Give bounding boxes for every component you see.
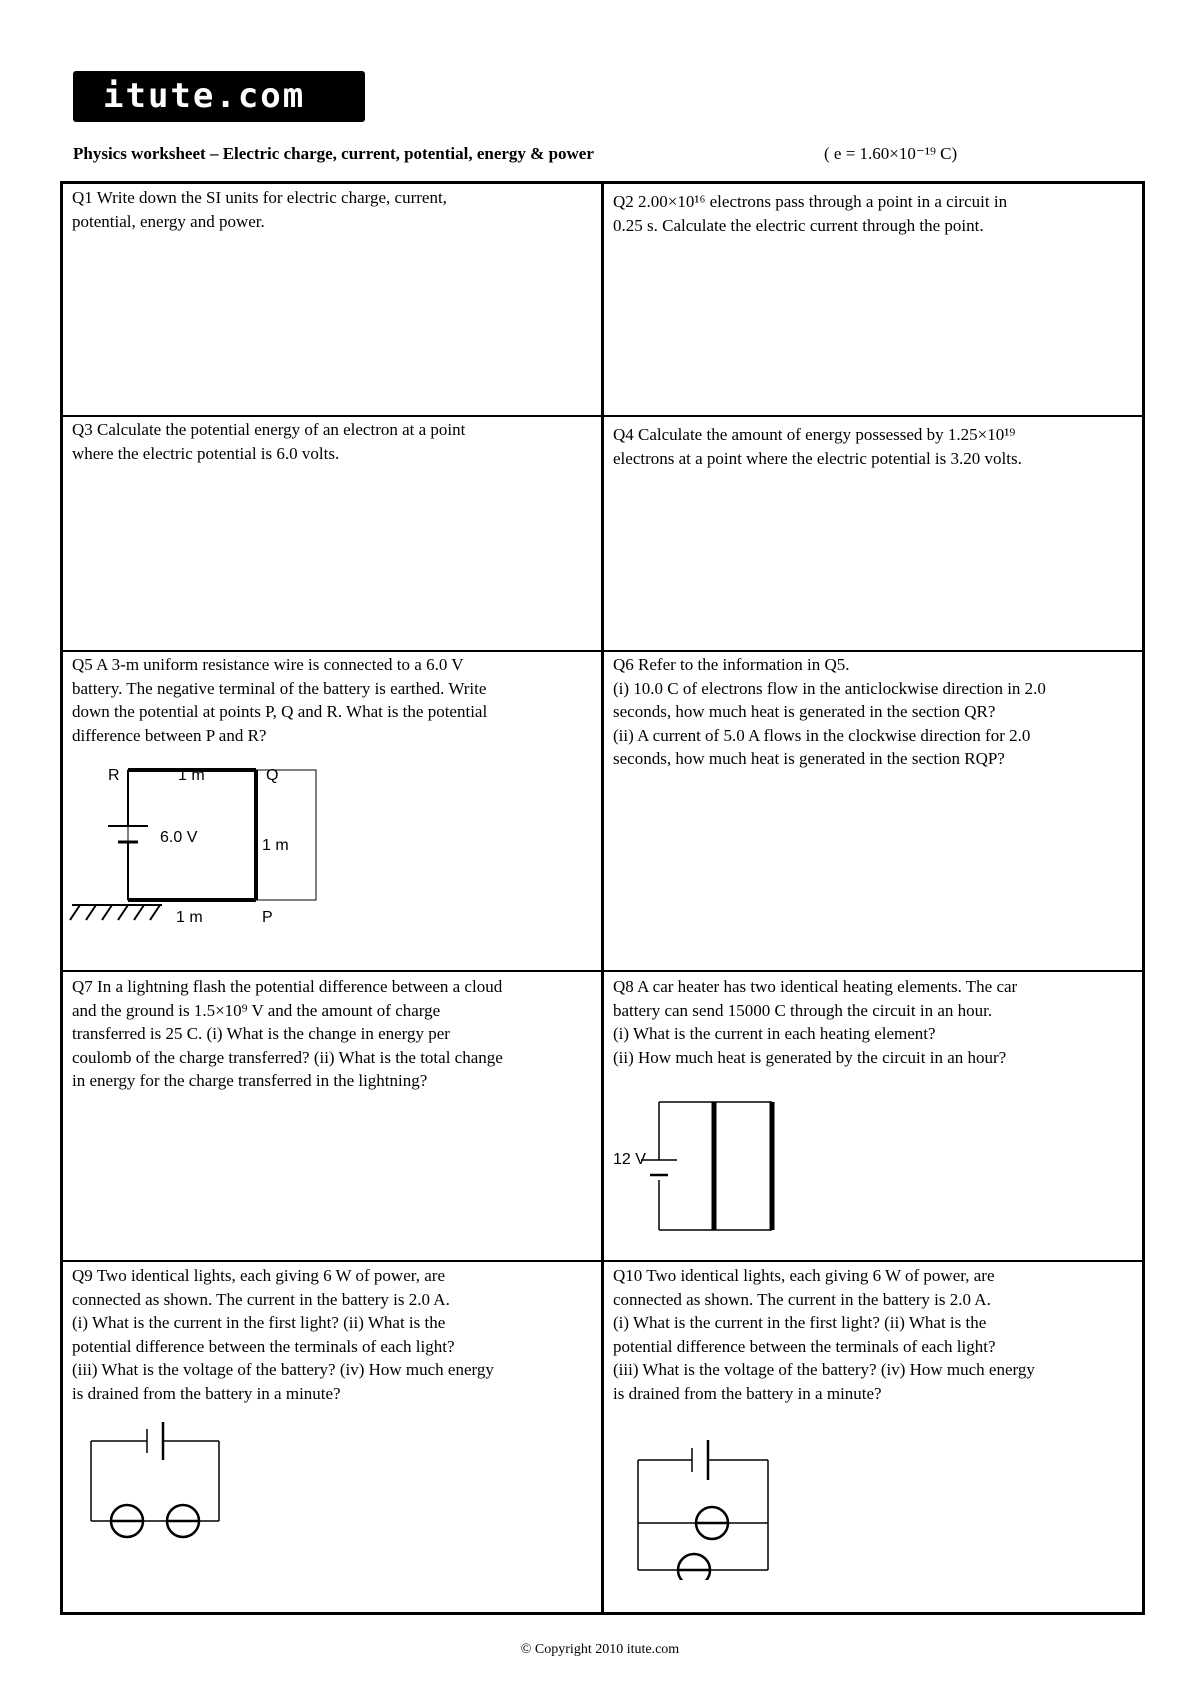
question-8-cell [613,975,1138,1069]
q10-light-2 [678,1554,710,1580]
row-divider-1 [60,415,1145,417]
q5-label-q: Q [266,767,279,784]
q5-wire-outline [128,770,316,900]
q5-battery-voltage-label: 6.0 V [160,829,198,846]
copyright-footer: © Copyright 2010 itute.com [520,1642,680,1657]
question-10-cell [613,1264,1138,1405]
q8-battery-voltage-label: 12 V [613,1151,646,1168]
logo-text: itute.com [103,76,306,116]
question-4-cell [613,423,1138,470]
question-2-text: Q2 2.00×10¹⁶ electrons pass through a point in a circuit in 0.25 s. Calculate the electric current through the point. [613,192,1008,235]
itute-logo [73,71,365,122]
question-7-cell [72,975,597,1093]
q5-ground-hatch [70,905,80,920]
q5-label-p: P [262,909,273,926]
q5-resistance-wire-diagram [60,750,360,950]
question-9-text: Q9 Two identical lights, each giving 6 W of power, are connected as shown. The current in the battery is 2.0 A. (i) What is the current in the first light? (ii) What is the potential difference between the terminals of each light? (iii) What is the voltage of the battery? (iv) How much energy is drained from the battery in a minute? [72,1266,494,1403]
question-1-cell [72,186,597,233]
question-3-cell [72,418,597,465]
row-divider-2 [60,650,1145,652]
q5-label-bottom-length: 1 m [176,909,203,926]
worksheet-title: Physics worksheet – Electric charge, current, potential, energy & power [73,144,594,163]
question-2-cell [613,190,1138,237]
question-3-text: Q3 Calculate the potential energy of an electron at a point where the electric potential is 6.0 volts. [72,420,466,463]
question-8-text: Q8 A car heater has two identical heating elements. The car battery can send 15000 C through the circuit in an hour. (i) What is the current in each heating element? (ii) How much heat is generated by the circuit in an hour? [613,977,1018,1067]
q5-label-top-length: 1 m [178,767,205,784]
q5-ground-hatch [134,905,144,920]
q5-ground-hatch [102,905,112,920]
q5-ground-hatch [150,905,160,920]
row-divider-4 [60,1260,1145,1262]
question-10-text: Q10 Two identical lights, each giving 6 W of power, are connected as shown. The current in the battery is 2.0 A. (i) What is the current in the first light? (ii) What is the potential difference between the terminals of each light? (iii) What is the voltage of the battery? (iv) How much energy is drained from the battery in a minute? [613,1266,1035,1403]
q5-ground-hatch [118,905,128,920]
q5-label-r: R [108,767,120,784]
q5-label-right-length: 1 m [262,837,289,854]
q9-series-lights-circuit [80,1415,240,1545]
q8-heater-circuit-diagram [600,1090,800,1240]
column-divider [601,181,604,1615]
question-1-text: Q1 Write down the SI units for electric charge, current, potential, energy and power. [72,188,447,231]
question-7-text: Q7 In a lightning flash the potential difference between a cloud and the ground is 1.5×10⁹ V and the amount of charge transferred is 25 C. (i) What is the change in energy per coulomb of the charge transferred? (ii) What is the total change in energy for the charge transferred in the lightning? [72,977,503,1090]
question-9-cell [72,1264,597,1405]
question-6-text: Q6 Refer to the information in Q5. (i) 10.0 C of electrons flow in the anticlockwise direction in 2.0 seconds, how much heat is generated in the section QR? (ii) A current of 5.0 A flows in the clockwise direction for 2.0 seconds, how much heat is generated in the section RQP? [613,655,1046,768]
question-4-text: Q4 Calculate the amount of energy possessed by 1.25×10¹⁹ electrons at a point where the electric potential is 3.20 volts. [613,425,1022,468]
question-6-cell [613,653,1138,771]
row-divider-3 [60,970,1145,972]
question-5-cell [72,653,597,747]
q10-parallel-lights-circuit [630,1430,790,1580]
question-5-text: Q5 A 3-m uniform resistance wire is connected to a 6.0 V battery. The negative terminal of the battery is earthed. Write down the potential at points P, Q and R. What is the potential difference between P and R? [72,655,488,745]
electron-charge-constant: ( e = 1.60×10⁻¹⁹ C) [824,144,958,163]
q5-ground-hatch [86,905,96,920]
